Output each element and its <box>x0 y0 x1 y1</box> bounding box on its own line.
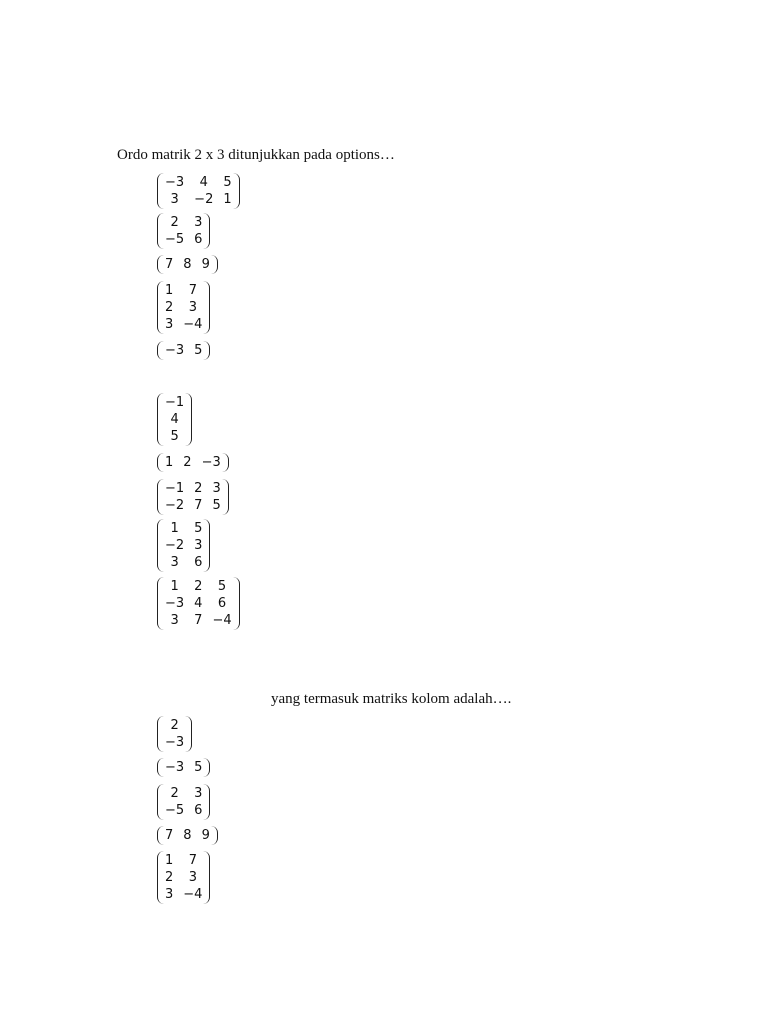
matrix-cell: 3 <box>170 555 179 570</box>
left-parenthesis <box>157 826 164 845</box>
matrix-cell: 5 <box>212 498 221 513</box>
matrix-cell: 7 <box>194 613 203 628</box>
matrix-cell: 7 <box>188 283 197 298</box>
matrix-cell: 5 <box>194 760 203 775</box>
matrix-cell: 5 <box>217 579 227 594</box>
left-parenthesis <box>157 453 164 472</box>
matrix-cell: 7 <box>194 498 203 513</box>
matrix-cell: 6 <box>194 803 203 818</box>
matrix-option <box>157 577 240 630</box>
matrix-option <box>157 851 210 904</box>
left-parenthesis <box>157 716 164 752</box>
left-parenthesis <box>157 393 164 446</box>
matrix-cell: 3 <box>194 786 203 801</box>
left-parenthesis <box>157 173 164 209</box>
matrix-cell: −3 <box>165 175 185 190</box>
matrix-cell: −3 <box>165 596 185 611</box>
question-2-text: yang termasuk matriks kolom adalah…. <box>271 691 512 707</box>
matrix-cell: −1 <box>165 395 185 410</box>
right-parenthesis <box>222 479 229 515</box>
matrix-option <box>157 519 210 572</box>
matrix-cell: 7 <box>188 853 197 868</box>
matrix-cell: 2 <box>170 215 179 230</box>
right-parenthesis <box>222 453 229 472</box>
matrix-cell: 5 <box>170 429 179 444</box>
matrix-option <box>157 479 229 515</box>
matrix-option <box>157 255 218 274</box>
matrix-cell: 3 <box>188 870 197 885</box>
right-parenthesis <box>203 281 210 334</box>
matrix-option <box>157 173 240 209</box>
matrix-cell: 2 <box>194 481 203 496</box>
matrix-cell: −5 <box>165 232 185 247</box>
right-parenthesis <box>203 758 210 777</box>
matrix-cell: 3 <box>165 317 174 332</box>
left-parenthesis <box>157 577 164 630</box>
right-parenthesis <box>211 826 218 845</box>
matrix-cell: −5 <box>165 803 185 818</box>
matrix-cell: −2 <box>194 192 214 207</box>
matrix-cell: 5 <box>194 343 203 358</box>
matrix-cell: 3 <box>188 300 197 315</box>
matrix-cell: −1 <box>165 481 185 496</box>
left-parenthesis <box>157 851 164 904</box>
left-parenthesis <box>157 255 164 274</box>
left-parenthesis <box>157 784 164 820</box>
right-parenthesis <box>203 784 210 820</box>
right-parenthesis <box>185 393 192 446</box>
matrix-cell: 1 <box>223 192 232 207</box>
matrix-cell: 3 <box>194 538 203 553</box>
right-parenthesis <box>203 213 210 249</box>
matrix-option <box>157 784 210 820</box>
matrix-cell: −3 <box>165 343 185 358</box>
matrix-cell: 4 <box>199 175 208 190</box>
matrix-cell: 4 <box>170 412 179 427</box>
matrix-cell: 1 <box>165 455 174 470</box>
matrix-option <box>157 213 210 249</box>
matrix-cell: −2 <box>165 538 185 553</box>
matrix-cell: 9 <box>201 257 210 272</box>
matrix-cell: 3 <box>170 192 179 207</box>
matrix-cell: 2 <box>183 455 192 470</box>
matrix-cell: 5 <box>194 521 203 536</box>
right-parenthesis <box>203 341 210 360</box>
matrix-cell: 1 <box>170 579 179 594</box>
matrix-cell: 1 <box>165 853 174 868</box>
matrix-cell: 5 <box>223 175 232 190</box>
left-parenthesis <box>157 519 164 572</box>
matrix-cell: 2 <box>165 300 174 315</box>
right-parenthesis <box>185 716 192 752</box>
matrix-cell: −2 <box>165 498 185 513</box>
matrix-option <box>157 453 229 472</box>
matrix-option <box>157 716 192 752</box>
matrix-cell: 6 <box>217 596 227 611</box>
right-parenthesis <box>233 173 240 209</box>
matrix-cell: −4 <box>183 887 203 902</box>
matrix-cell: −3 <box>165 735 185 750</box>
matrix-option <box>157 393 192 446</box>
right-parenthesis <box>211 255 218 274</box>
matrix-cell: 8 <box>183 257 192 272</box>
left-parenthesis <box>157 213 164 249</box>
matrix-cell: −4 <box>212 613 232 628</box>
right-parenthesis <box>233 577 240 630</box>
matrix-cell: 7 <box>165 828 174 843</box>
matrix-cell: 2 <box>165 870 174 885</box>
matrix-cell: 6 <box>194 232 203 247</box>
question-1-text: Ordo matrik 2 x 3 ditunjukkan pada options… <box>117 147 395 163</box>
matrix-cell: 3 <box>194 215 203 230</box>
matrix-cell: 3 <box>170 613 179 628</box>
matrix-option <box>157 758 210 777</box>
matrix-option <box>157 281 210 334</box>
matrix-cell: 3 <box>212 481 221 496</box>
left-parenthesis <box>157 341 164 360</box>
right-parenthesis <box>203 851 210 904</box>
matrix-cell: 3 <box>165 887 174 902</box>
matrix-cell: 4 <box>194 596 203 611</box>
matrix-cell: −4 <box>183 317 203 332</box>
matrix-cell: 1 <box>170 521 179 536</box>
matrix-cell: 2 <box>194 579 203 594</box>
matrix-cell: −3 <box>201 455 221 470</box>
matrix-cell: 2 <box>170 786 179 801</box>
matrix-cell: −3 <box>165 760 185 775</box>
matrix-option <box>157 341 210 360</box>
matrix-cell: 7 <box>165 257 174 272</box>
left-parenthesis <box>157 281 164 334</box>
left-parenthesis <box>157 479 164 515</box>
matrix-cell: 1 <box>165 283 174 298</box>
right-parenthesis <box>203 519 210 572</box>
matrix-cell: 6 <box>194 555 203 570</box>
matrix-option <box>157 826 218 845</box>
left-parenthesis <box>157 758 164 777</box>
matrix-cell: 8 <box>183 828 192 843</box>
matrix-cell: 9 <box>201 828 210 843</box>
matrix-cell: 2 <box>170 718 179 733</box>
